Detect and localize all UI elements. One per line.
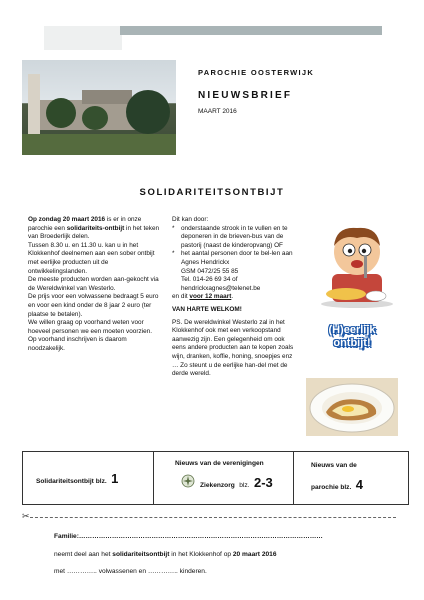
- bullet-text: onderstaande strook in te vullen en te deponeren in de brieven-bus van de pastorij (naast de kinderopvang) OF: [181, 224, 288, 249]
- contents-label: Nieuws van de verenigingen: [175, 460, 264, 467]
- ziekenzorg-logo-icon: [181, 474, 195, 488]
- familie-field[interactable]: Familie:…………………………………………………………………………………………………: [54, 533, 323, 540]
- event-date: Op zondag 20 maart 2016: [28, 216, 106, 223]
- email-address: hendrickxagnes@telenet.be: [181, 284, 261, 292]
- contents-label: parochie blz.: [311, 484, 352, 491]
- participation-line: [54, 551, 277, 558]
- contents-page-number: 2-3: [253, 475, 273, 490]
- gsm-number: GSM 0472/25 55 85: [181, 267, 239, 275]
- paragraph-intro: [28, 216, 162, 242]
- paragraph-times: Tussen 8.30 u. en 11.30 u. kan u in het Klokkenhof deelnemen aan een sober ontbijt met eerlijke producten uit de ontwikkelingslanden.: [28, 241, 155, 275]
- contents-label: Solidariteitsontbijt blz.: [36, 478, 107, 485]
- event-name: solidariteitsontbijt: [112, 551, 170, 558]
- text-span: neemt deel aan het: [54, 551, 113, 558]
- how-intro: Dit kan door:: [172, 216, 209, 223]
- event-name: solidariteits-ontbijt: [66, 224, 125, 232]
- option-mailbox: * onderstaande strook in te vullen en te deponeren in de brieven-bus van de pastorij (naast de kinderopvang) OF: [172, 225, 300, 251]
- attendee-count-field[interactable]: met ………….. volwassenen en ………….. kinderen.: [54, 568, 207, 575]
- tel-number: Tel. 014-26 69 34 of: [181, 276, 238, 284]
- contents-label: Ziekenzorg: [200, 482, 235, 489]
- header-bar: [120, 26, 382, 35]
- text-span: in het Klokkenhof op: [169, 551, 233, 558]
- contents-label: blz.: [239, 482, 250, 489]
- contents-label: Nieuws van de: [311, 462, 357, 469]
- contents-page-number: 4: [355, 477, 363, 492]
- contents-item-3: [293, 452, 408, 504]
- issue-date: MAART 2016: [198, 108, 237, 115]
- header-bar-left: [44, 26, 122, 50]
- text-span: in het teken van Broederlijk delen.: [28, 224, 160, 241]
- paragraph-products: De meeste producten worden aan-gekocht via de Wereldwinkel van Westerlo.: [28, 276, 159, 292]
- parish-name: PAROCHIE OOSTERWIJK: [198, 68, 315, 77]
- bullet-text: het aantal personen door te bel-len aan Agnes Hendrickx: [181, 250, 293, 266]
- text-span: is er in onze parochie een: [28, 216, 142, 232]
- deadline: [172, 293, 300, 302]
- text-span: .: [231, 293, 234, 301]
- contents-item-2: [153, 452, 294, 504]
- ps-paragraph: PS. De wereldwinkel Westerlo zal in het Klokkenhof ook met een verkoopstand aanwezig zijn. Een gelegenheid om ook eens andere producten aan te kopen zoals wijn, dranken, koffie, honing, snoepjes enz … Zo steunt u de eerlijke han-del met de derde wereld.: [172, 318, 294, 378]
- event-date: 20 maart 2016: [232, 551, 277, 558]
- cut-line: [30, 517, 396, 518]
- paragraph-price: De prijs voor een volwassene bedraagt 5 euro en voor een kind onder de 8 jaar 2 euro (ter plaatse te betalen).: [28, 293, 159, 318]
- contents-page-number: 1: [111, 471, 119, 486]
- heerlijk-ontbijt-badge: (H)eerlijk ontbijt!: [328, 324, 376, 349]
- scissors-icon: ✂: [22, 511, 30, 521]
- contents-box: [22, 451, 409, 505]
- text-span: en dit: [172, 293, 190, 301]
- breakfast-plate-photo: [306, 378, 398, 436]
- church-photo: [22, 60, 176, 155]
- article-left-column: [28, 216, 162, 354]
- option-phone: * het aantal personen door te bel-len aan Agnes Hendrickx: [172, 250, 300, 267]
- newsletter-title: NIEUWSBRIEF: [198, 90, 293, 101]
- deadline-date: voor 12 maart: [189, 293, 232, 301]
- article-right-column: [172, 216, 300, 379]
- contents-item-1: [23, 452, 154, 504]
- cartoon-boy-eating-illustration: [316, 216, 398, 308]
- article-title: SOLIDARITEITSONTBIJT: [139, 187, 285, 198]
- welcome-text: VAN HARTE WELKOM!: [172, 305, 242, 313]
- paragraph-registration: We willen graag op voorhand weten voor hoeveel personen we een moeten voorzien. Op voorhand inschrijven is daarom noodzakelijk.: [28, 319, 152, 352]
